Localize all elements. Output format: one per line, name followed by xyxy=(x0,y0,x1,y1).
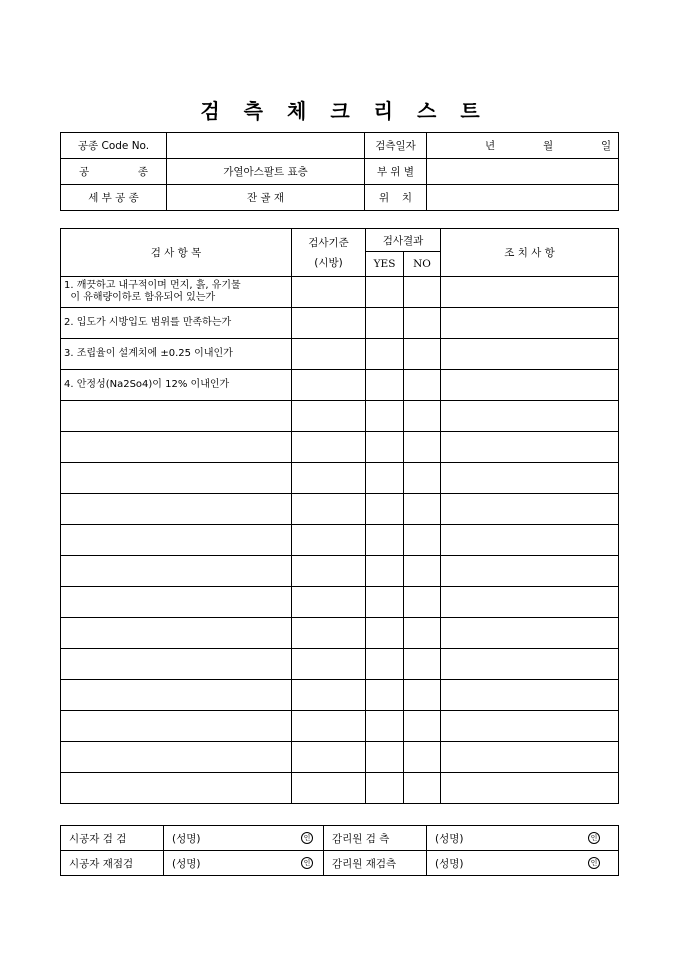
no-cell[interactable] xyxy=(404,370,441,401)
page-title xyxy=(0,95,680,124)
table-row xyxy=(61,525,619,556)
action-cell[interactable] xyxy=(441,556,619,587)
r1-left-name: (성명) xyxy=(172,832,201,845)
no-cell[interactable] xyxy=(404,525,441,556)
table-row xyxy=(61,401,619,432)
item-cell xyxy=(61,618,292,649)
item-cell: 3. 조립율이 설계치에 ±0.25 이내인가 xyxy=(61,339,292,370)
seal-icon: 인 xyxy=(301,832,313,844)
part-label: 부 위 별 xyxy=(365,159,427,185)
col-yes-header: YES xyxy=(366,252,404,277)
table-row xyxy=(61,587,619,618)
yes-cell[interactable] xyxy=(366,525,404,556)
yes-cell[interactable] xyxy=(366,556,404,587)
date-value xyxy=(427,133,619,159)
seal-icon: 인 xyxy=(588,857,600,869)
item-cell: 1. 깨끗하고 내구적이며 먼지, 흙, 유기물 이 유해량이하로 함유되어 있는가 xyxy=(61,277,292,308)
r2-right-label: 감리원 재검측 xyxy=(324,851,427,876)
no-cell[interactable] xyxy=(404,556,441,587)
work-value: 가열아스팔트 표층 xyxy=(167,159,365,185)
std-cell[interactable] xyxy=(292,556,366,587)
no-cell[interactable] xyxy=(404,711,441,742)
action-cell[interactable] xyxy=(441,525,619,556)
seal-icon: 인 xyxy=(301,857,313,869)
table-row xyxy=(61,711,619,742)
yes-cell[interactable] xyxy=(366,773,404,804)
r2-left-label: 시공자 재점검 xyxy=(61,851,164,876)
r1-right-name: (성명) xyxy=(435,832,464,845)
title-char: 측 xyxy=(243,99,263,123)
std-cell[interactable] xyxy=(292,742,366,773)
action-cell[interactable] xyxy=(441,711,619,742)
item-cell xyxy=(61,773,292,804)
no-cell[interactable] xyxy=(404,587,441,618)
subwork-label: 세 부 공 종 xyxy=(61,185,167,211)
yes-cell[interactable] xyxy=(366,277,404,308)
table-row xyxy=(61,742,619,773)
yes-cell[interactable] xyxy=(366,463,404,494)
item-cell xyxy=(61,680,292,711)
table-row xyxy=(61,649,619,680)
col-result-header: 검사결과 xyxy=(366,229,441,252)
header-table xyxy=(60,132,619,211)
no-cell[interactable] xyxy=(404,494,441,525)
no-cell[interactable] xyxy=(404,463,441,494)
work-label-a: 공 xyxy=(79,166,90,178)
title-char: 트 xyxy=(460,99,480,123)
action-cell[interactable] xyxy=(441,339,619,370)
table-row xyxy=(61,463,619,494)
title-char: 리 xyxy=(373,99,393,123)
action-cell[interactable] xyxy=(441,370,619,401)
date-year: 년 xyxy=(485,140,496,152)
r2-left-name: (성명) xyxy=(172,857,201,870)
no-cell[interactable] xyxy=(404,432,441,463)
action-cell[interactable] xyxy=(441,494,619,525)
action-cell[interactable] xyxy=(441,773,619,804)
title-char: 체 xyxy=(287,99,307,123)
seal-icon: 인 xyxy=(588,832,600,844)
loc-label-a: 위 xyxy=(379,192,390,204)
loc-label xyxy=(365,185,427,211)
loc-value xyxy=(427,185,619,211)
col-no-header: NO xyxy=(404,252,441,277)
no-cell[interactable] xyxy=(404,618,441,649)
no-cell[interactable] xyxy=(404,277,441,308)
item-cell xyxy=(61,432,292,463)
std-cell[interactable] xyxy=(292,494,366,525)
action-cell[interactable] xyxy=(441,587,619,618)
col-item-header: 검 사 항 목 xyxy=(61,229,292,277)
title-char: 스 xyxy=(416,99,437,123)
signature-table xyxy=(60,825,619,876)
col-std-line2: (시방) xyxy=(314,256,343,269)
std-cell[interactable] xyxy=(292,773,366,804)
action-cell[interactable] xyxy=(441,401,619,432)
item-cell xyxy=(61,494,292,525)
r2-right-name: (성명) xyxy=(435,857,464,870)
action-cell[interactable] xyxy=(441,742,619,773)
yes-cell[interactable] xyxy=(366,494,404,525)
action-cell[interactable] xyxy=(441,680,619,711)
yes-cell[interactable] xyxy=(366,339,404,370)
inspection-table xyxy=(60,228,619,804)
action-cell[interactable] xyxy=(441,277,619,308)
work-label xyxy=(61,159,167,185)
work-label-b: 종 xyxy=(137,166,148,178)
std-cell[interactable] xyxy=(292,711,366,742)
std-cell[interactable] xyxy=(292,680,366,711)
no-cell[interactable] xyxy=(404,773,441,804)
title-char: 크 xyxy=(330,99,350,123)
no-cell[interactable] xyxy=(404,401,441,432)
item-cell xyxy=(61,587,292,618)
action-cell[interactable] xyxy=(441,463,619,494)
item-cell: 4. 안정성(Na2So4)이 12% 이내인가 xyxy=(61,370,292,401)
item-cell xyxy=(61,649,292,680)
table-row xyxy=(61,277,619,308)
table-row xyxy=(61,773,619,804)
std-cell[interactable] xyxy=(292,308,366,339)
date-month: 월 xyxy=(543,140,554,152)
r2-right-sign[interactable] xyxy=(427,851,619,876)
item-cell: 2. 입도가 시방입도 범위를 만족하는가 xyxy=(61,308,292,339)
no-cell[interactable] xyxy=(404,680,441,711)
yes-cell[interactable] xyxy=(366,587,404,618)
std-cell[interactable] xyxy=(292,277,366,308)
col-std-line1: 검사기준 xyxy=(308,236,349,249)
yes-cell[interactable] xyxy=(366,649,404,680)
item-cell xyxy=(61,525,292,556)
table-row xyxy=(61,618,619,649)
std-cell[interactable] xyxy=(292,649,366,680)
r1-left-label: 시공자 검 검 xyxy=(61,826,164,851)
std-cell[interactable] xyxy=(292,432,366,463)
std-cell[interactable] xyxy=(292,370,366,401)
yes-cell[interactable] xyxy=(366,680,404,711)
item-cell xyxy=(61,401,292,432)
r1-left-sign[interactable] xyxy=(164,826,324,851)
table-row xyxy=(61,680,619,711)
action-cell[interactable] xyxy=(441,432,619,463)
item-cell xyxy=(61,463,292,494)
yes-cell[interactable] xyxy=(366,401,404,432)
yes-cell[interactable] xyxy=(366,742,404,773)
table-row xyxy=(61,370,619,401)
std-cell[interactable] xyxy=(292,463,366,494)
code-value xyxy=(167,133,365,159)
yes-cell[interactable] xyxy=(366,370,404,401)
loc-label-b: 치 xyxy=(401,192,412,204)
table-row xyxy=(61,432,619,463)
std-cell[interactable] xyxy=(292,401,366,432)
std-cell[interactable] xyxy=(292,525,366,556)
date-day: 일 xyxy=(601,140,612,152)
col-std-header xyxy=(292,229,366,277)
yes-cell[interactable] xyxy=(366,432,404,463)
item-cell xyxy=(61,711,292,742)
action-cell[interactable] xyxy=(441,618,619,649)
action-cell[interactable] xyxy=(441,649,619,680)
std-cell[interactable] xyxy=(292,339,366,370)
r1-right-label: 감리원 검 측 xyxy=(324,826,427,851)
yes-cell[interactable] xyxy=(366,618,404,649)
yes-cell[interactable] xyxy=(366,711,404,742)
col-action-header: 조 치 사 항 xyxy=(441,229,619,277)
table-row xyxy=(61,308,619,339)
part-value xyxy=(427,159,619,185)
subwork-value: 잔 골 재 xyxy=(167,185,365,211)
table-row xyxy=(61,556,619,587)
table-row xyxy=(61,494,619,525)
title-char: 검 xyxy=(200,99,220,123)
std-cell[interactable] xyxy=(292,618,366,649)
r1-right-sign[interactable] xyxy=(427,826,619,851)
item-cell xyxy=(61,742,292,773)
code-label: 공종 Code No. xyxy=(61,133,167,159)
table-row xyxy=(61,339,619,370)
item-cell xyxy=(61,556,292,587)
date-label: 검측일자 xyxy=(365,133,427,159)
no-cell[interactable] xyxy=(404,339,441,370)
yes-cell[interactable] xyxy=(366,308,404,339)
no-cell[interactable] xyxy=(404,742,441,773)
r2-left-sign[interactable] xyxy=(164,851,324,876)
no-cell[interactable] xyxy=(404,649,441,680)
no-cell[interactable] xyxy=(404,308,441,339)
std-cell[interactable] xyxy=(292,587,366,618)
action-cell[interactable] xyxy=(441,308,619,339)
